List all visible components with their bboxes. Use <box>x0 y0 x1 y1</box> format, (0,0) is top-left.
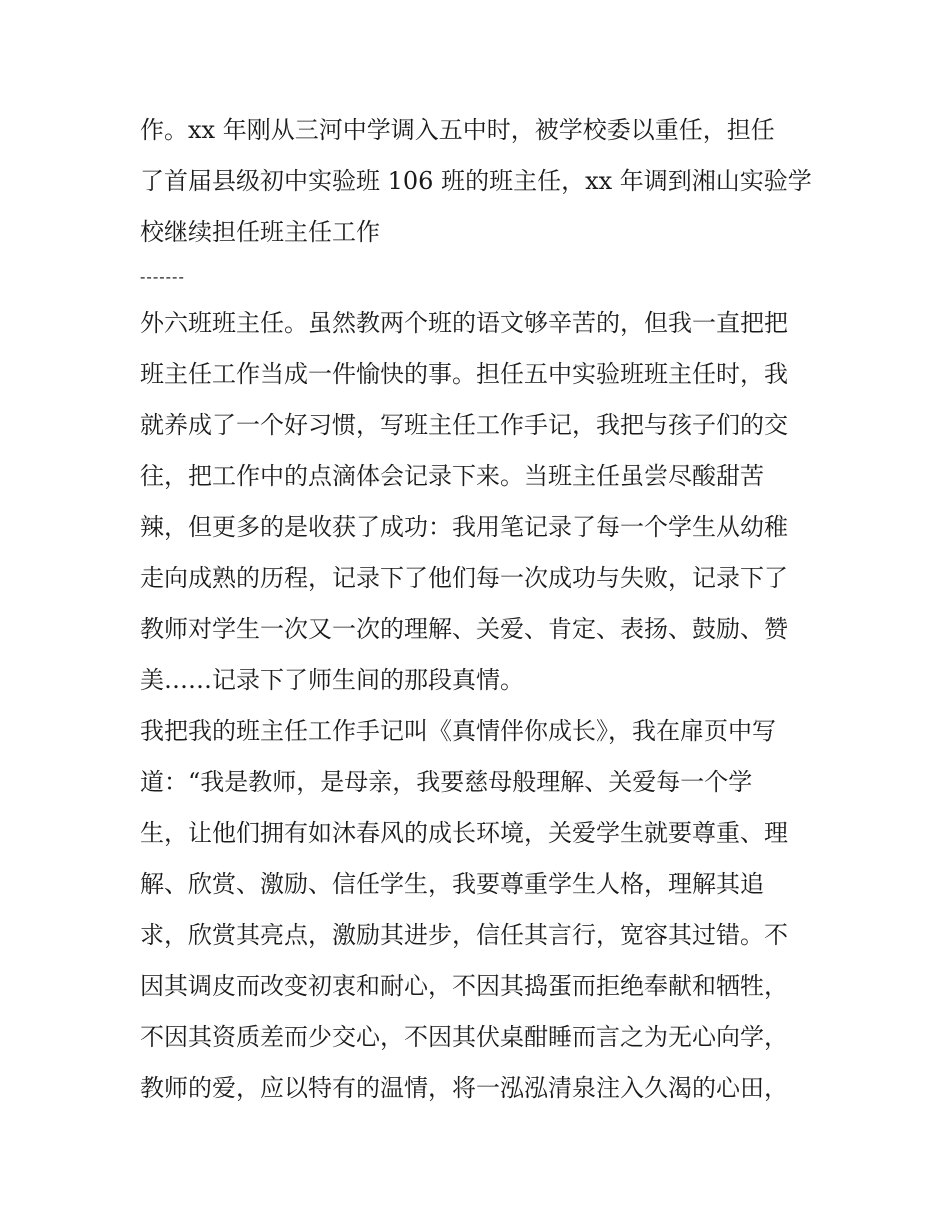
text-line: 就养成了一个好习惯，写班主任工作手记，我把与孩子们的交 <box>140 411 788 439</box>
text-line: 我把我的班主任工作手记叫《真情伴你成长》，我在扉页中写 <box>140 717 776 745</box>
text-line: 美……记录下了师生间的那段真情。 <box>140 666 524 694</box>
text-line: 外六班班主任。虽然教两个班的语文够辛苦的，但我一直把把 <box>140 309 788 337</box>
text-line: 道：“我是教师，是母亲，我要慈母般理解、关爱每一个学 <box>140 768 753 796</box>
text-line: 因其调皮而改变初衷和耐心，不因其捣蛋而拒绝奉献和牺牲， <box>140 972 788 1000</box>
text-line: 班主任工作当成一件愉快的事。担任五中实验班班主任时，我 <box>140 360 788 388</box>
text-line: 教师对学生一次又一次的理解、关爱、肯定、表扬、鼓励、赞 <box>140 615 788 643</box>
text-line: 了首届县级初中实验班 106 班的班主任，xx 年调到湘山实验学 <box>140 167 812 195</box>
body-text <box>140 110 820 1119</box>
text-line: 生，让他们拥有如沐春风的成长环境，关爱学生就要尊重、理 <box>140 819 788 847</box>
text-line: 作。xx 年刚从三河中学调入五中时，被学校委以重任，担任 <box>140 116 775 144</box>
text-line: 求，欣赏其亮点，激励其进步，信任其言行，宽容其过错。不 <box>140 921 788 949</box>
text-line: 走向成熟的历程，记录下了他们每一次成功与失败，记录下了 <box>140 564 788 592</box>
text-line: 不因其资质差而少交心，不因其伏桌酣睡而言之为无心向学， <box>140 1023 788 1051</box>
text-line: 教师的爱，应以特有的温情，将一泓泓清泉注入久渴的心田， <box>140 1074 788 1102</box>
text-line: 辣，但更多的是收获了成功：我用笔记录了每一个学生从幼稚 <box>140 513 788 541</box>
text-line: 解、欣赏、激励、信任学生，我要尊重学生人格，理解其追 <box>140 870 764 898</box>
separator-dashes: ------- <box>140 267 185 286</box>
text-line: 往，把工作中的点滴体会记录下来。当班主任虽尝尽酸甜苦 <box>140 462 764 490</box>
text-line: 校继续担任班主任工作 <box>140 218 380 246</box>
